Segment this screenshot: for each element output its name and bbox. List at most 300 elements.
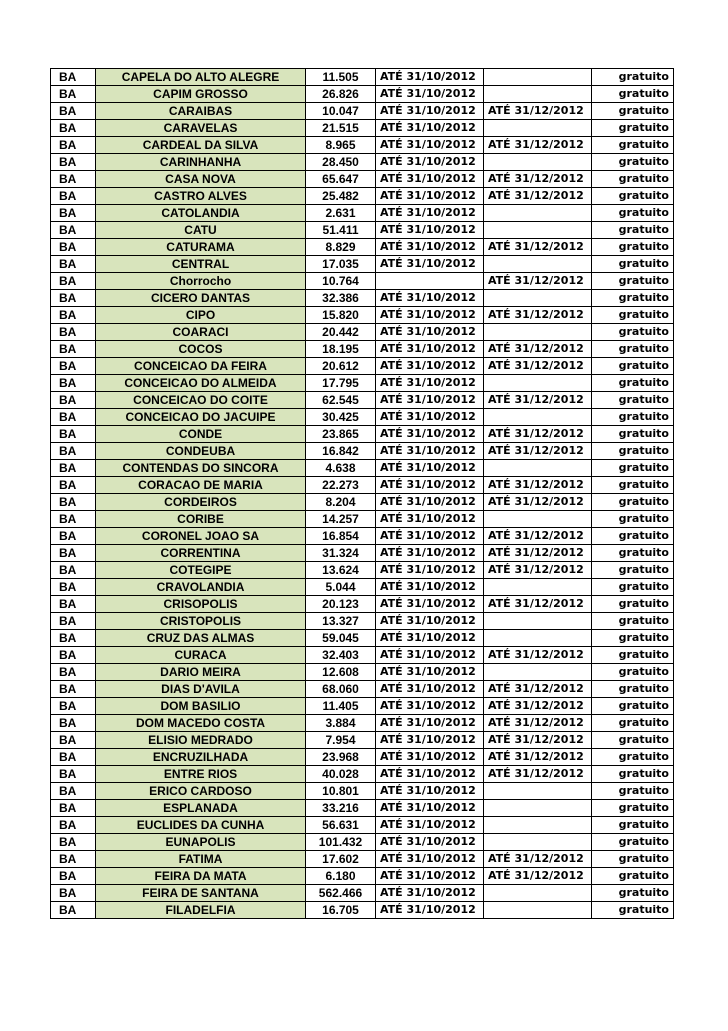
deadline-oct-cell: ATÉ 31/10/2012 xyxy=(376,239,484,256)
deadline-oct-cell: ATÉ 31/10/2012 xyxy=(376,358,484,375)
table-row xyxy=(51,579,674,596)
deadline-oct-cell: ATÉ 31/10/2012 xyxy=(376,443,484,460)
fee-cell: gratuito xyxy=(592,664,674,681)
deadline-dec-cell: ATÉ 31/12/2012 xyxy=(484,392,592,409)
fee-cell: gratuito xyxy=(592,868,674,885)
population-cell: 8.204 xyxy=(306,494,376,511)
city-cell: DARIO MEIRA xyxy=(96,664,306,681)
fee-cell: gratuito xyxy=(592,834,674,851)
table-row xyxy=(51,851,674,868)
deadline-oct-cell: ATÉ 31/10/2012 xyxy=(376,426,484,443)
fee-cell: gratuito xyxy=(592,460,674,477)
deadline-dec-cell xyxy=(484,324,592,341)
fee-cell: gratuito xyxy=(592,239,674,256)
fee-cell: gratuito xyxy=(592,188,674,205)
table-row xyxy=(51,460,674,477)
state-cell: BA xyxy=(51,137,96,154)
table-row xyxy=(51,137,674,154)
fee-cell: gratuito xyxy=(592,494,674,511)
deadline-oct-cell: ATÉ 31/10/2012 xyxy=(376,613,484,630)
population-cell: 21.515 xyxy=(306,120,376,137)
population-cell: 4.638 xyxy=(306,460,376,477)
fee-cell: gratuito xyxy=(592,732,674,749)
deadline-oct-cell: ATÉ 31/10/2012 xyxy=(376,528,484,545)
table-row xyxy=(51,630,674,647)
city-cell: FILADELFIA xyxy=(96,902,306,919)
fee-cell: gratuito xyxy=(592,698,674,715)
state-cell: BA xyxy=(51,630,96,647)
deadline-dec-cell xyxy=(484,154,592,171)
population-cell: 11.505 xyxy=(306,69,376,86)
city-cell: FATIMA xyxy=(96,851,306,868)
population-cell: 18.195 xyxy=(306,341,376,358)
fee-cell: gratuito xyxy=(592,749,674,766)
deadline-oct-cell: ATÉ 31/10/2012 xyxy=(376,188,484,205)
deadline-dec-cell xyxy=(484,256,592,273)
city-cell: CICERO DANTAS xyxy=(96,290,306,307)
state-cell: BA xyxy=(51,460,96,477)
fee-cell: gratuito xyxy=(592,783,674,800)
deadline-oct-cell: ATÉ 31/10/2012 xyxy=(376,409,484,426)
deadline-dec-cell xyxy=(484,375,592,392)
deadline-oct-cell: ATÉ 31/10/2012 xyxy=(376,324,484,341)
table-row xyxy=(51,783,674,800)
deadline-oct-cell: ATÉ 31/10/2012 xyxy=(376,120,484,137)
table-row xyxy=(51,613,674,630)
city-cell: CIPO xyxy=(96,307,306,324)
table-row xyxy=(51,715,674,732)
population-cell: 3.884 xyxy=(306,715,376,732)
population-cell: 16.705 xyxy=(306,902,376,919)
deadline-oct-cell: ATÉ 31/10/2012 xyxy=(376,681,484,698)
deadline-dec-cell xyxy=(484,902,592,919)
population-cell: 8.965 xyxy=(306,137,376,154)
fee-cell: gratuito xyxy=(592,511,674,528)
city-cell: CORONEL JOAO SA xyxy=(96,528,306,545)
table-row xyxy=(51,902,674,919)
state-cell: BA xyxy=(51,290,96,307)
city-cell: CRUZ DAS ALMAS xyxy=(96,630,306,647)
population-cell: 562.466 xyxy=(306,885,376,902)
fee-cell: gratuito xyxy=(592,154,674,171)
state-cell: BA xyxy=(51,698,96,715)
population-cell: 22.273 xyxy=(306,477,376,494)
table-row xyxy=(51,443,674,460)
fee-cell: gratuito xyxy=(592,341,674,358)
deadline-oct-cell: ATÉ 31/10/2012 xyxy=(376,392,484,409)
table-row xyxy=(51,205,674,222)
population-cell: 2.631 xyxy=(306,205,376,222)
population-cell: 17.602 xyxy=(306,851,376,868)
table-row xyxy=(51,834,674,851)
city-cell: ENTRE RIOS xyxy=(96,766,306,783)
deadline-dec-cell xyxy=(484,783,592,800)
deadline-oct-cell: ATÉ 31/10/2012 xyxy=(376,647,484,664)
population-cell: 59.045 xyxy=(306,630,376,647)
population-cell: 16.842 xyxy=(306,443,376,460)
deadline-dec-cell xyxy=(484,885,592,902)
deadline-oct-cell: ATÉ 31/10/2012 xyxy=(376,715,484,732)
deadline-dec-cell: ATÉ 31/12/2012 xyxy=(484,358,592,375)
population-cell: 16.854 xyxy=(306,528,376,545)
table-row xyxy=(51,817,674,834)
state-cell: BA xyxy=(51,494,96,511)
deadline-oct-cell: ATÉ 31/10/2012 xyxy=(376,783,484,800)
city-cell: CORIBE xyxy=(96,511,306,528)
population-cell: 10.047 xyxy=(306,103,376,120)
table-row xyxy=(51,290,674,307)
fee-cell: gratuito xyxy=(592,120,674,137)
state-cell: BA xyxy=(51,681,96,698)
deadline-dec-cell: ATÉ 31/12/2012 xyxy=(484,477,592,494)
fee-cell: gratuito xyxy=(592,375,674,392)
city-cell: CONDE xyxy=(96,426,306,443)
state-cell: BA xyxy=(51,647,96,664)
city-cell: COTEGIPE xyxy=(96,562,306,579)
city-cell: CONCEICAO DO JACUIPE xyxy=(96,409,306,426)
population-cell: 12.608 xyxy=(306,664,376,681)
city-cell: CURACA xyxy=(96,647,306,664)
fee-cell: gratuito xyxy=(592,426,674,443)
city-cell: DIAS D'AVILA xyxy=(96,681,306,698)
city-cell: EUNAPOLIS xyxy=(96,834,306,851)
city-cell: FEIRA DA MATA xyxy=(96,868,306,885)
deadline-dec-cell: ATÉ 31/12/2012 xyxy=(484,647,592,664)
city-cell: CORRENTINA xyxy=(96,545,306,562)
state-cell: BA xyxy=(51,562,96,579)
state-cell: BA xyxy=(51,86,96,103)
deadline-dec-cell: ATÉ 31/12/2012 xyxy=(484,103,592,120)
deadline-oct-cell: ATÉ 31/10/2012 xyxy=(376,477,484,494)
population-cell: 26.826 xyxy=(306,86,376,103)
state-cell: BA xyxy=(51,375,96,392)
state-cell: BA xyxy=(51,341,96,358)
state-cell: BA xyxy=(51,222,96,239)
state-cell: BA xyxy=(51,324,96,341)
fee-cell: gratuito xyxy=(592,307,674,324)
city-cell: EUCLIDES DA CUNHA xyxy=(96,817,306,834)
deadline-dec-cell: ATÉ 31/12/2012 xyxy=(484,239,592,256)
deadline-dec-cell xyxy=(484,511,592,528)
table-row xyxy=(51,426,674,443)
deadline-dec-cell xyxy=(484,613,592,630)
deadline-oct-cell: ATÉ 31/10/2012 xyxy=(376,885,484,902)
state-cell: BA xyxy=(51,171,96,188)
table-row xyxy=(51,341,674,358)
population-cell: 10.764 xyxy=(306,273,376,290)
fee-cell: gratuito xyxy=(592,817,674,834)
population-cell: 8.829 xyxy=(306,239,376,256)
city-cell: Chorrocho xyxy=(96,273,306,290)
deadline-oct-cell: ATÉ 31/10/2012 xyxy=(376,868,484,885)
table-row xyxy=(51,86,674,103)
fee-cell: gratuito xyxy=(592,681,674,698)
population-cell: 56.631 xyxy=(306,817,376,834)
fee-cell: gratuito xyxy=(592,392,674,409)
deadline-oct-cell: ATÉ 31/10/2012 xyxy=(376,103,484,120)
city-cell: CARAVELAS xyxy=(96,120,306,137)
fee-cell: gratuito xyxy=(592,800,674,817)
state-cell: BA xyxy=(51,205,96,222)
table-row xyxy=(51,511,674,528)
deadline-dec-cell xyxy=(484,86,592,103)
population-cell: 13.327 xyxy=(306,613,376,630)
city-cell: CORDEIROS xyxy=(96,494,306,511)
population-cell: 30.425 xyxy=(306,409,376,426)
city-cell: CATU xyxy=(96,222,306,239)
state-cell: BA xyxy=(51,868,96,885)
state-cell: BA xyxy=(51,307,96,324)
deadline-oct-cell: ATÉ 31/10/2012 xyxy=(376,562,484,579)
population-cell: 5.044 xyxy=(306,579,376,596)
population-cell: 7.954 xyxy=(306,732,376,749)
deadline-dec-cell xyxy=(484,579,592,596)
table-row xyxy=(51,375,674,392)
population-cell: 17.035 xyxy=(306,256,376,273)
population-cell: 68.060 xyxy=(306,681,376,698)
fee-cell: gratuito xyxy=(592,256,674,273)
table-row xyxy=(51,766,674,783)
table-row xyxy=(51,647,674,664)
deadline-dec-cell: ATÉ 31/12/2012 xyxy=(484,137,592,154)
deadline-dec-cell: ATÉ 31/12/2012 xyxy=(484,273,592,290)
table-row xyxy=(51,188,674,205)
deadline-oct-cell: ATÉ 31/10/2012 xyxy=(376,154,484,171)
population-cell: 15.820 xyxy=(306,307,376,324)
city-cell: COCOS xyxy=(96,341,306,358)
fee-cell: gratuito xyxy=(592,851,674,868)
deadline-oct-cell: ATÉ 31/10/2012 xyxy=(376,256,484,273)
deadline-dec-cell: ATÉ 31/12/2012 xyxy=(484,494,592,511)
city-cell: CAPELA DO ALTO ALEGRE xyxy=(96,69,306,86)
state-cell: BA xyxy=(51,885,96,902)
state-cell: BA xyxy=(51,256,96,273)
state-cell: BA xyxy=(51,477,96,494)
population-cell: 20.612 xyxy=(306,358,376,375)
state-cell: BA xyxy=(51,511,96,528)
deadline-oct-cell: ATÉ 31/10/2012 xyxy=(376,460,484,477)
population-cell: 6.180 xyxy=(306,868,376,885)
deadline-dec-cell: ATÉ 31/12/2012 xyxy=(484,698,592,715)
deadline-dec-cell: ATÉ 31/12/2012 xyxy=(484,443,592,460)
deadline-oct-cell: ATÉ 31/10/2012 xyxy=(376,596,484,613)
population-cell: 33.216 xyxy=(306,800,376,817)
population-cell: 31.324 xyxy=(306,545,376,562)
state-cell: BA xyxy=(51,409,96,426)
deadline-oct-cell: ATÉ 31/10/2012 xyxy=(376,545,484,562)
fee-cell: gratuito xyxy=(592,596,674,613)
deadline-dec-cell: ATÉ 31/12/2012 xyxy=(484,188,592,205)
state-cell: BA xyxy=(51,443,96,460)
fee-cell: gratuito xyxy=(592,137,674,154)
deadline-oct-cell: ATÉ 31/10/2012 xyxy=(376,698,484,715)
deadline-dec-cell: ATÉ 31/12/2012 xyxy=(484,681,592,698)
state-cell: BA xyxy=(51,392,96,409)
state-cell: BA xyxy=(51,545,96,562)
deadline-oct-cell: ATÉ 31/10/2012 xyxy=(376,222,484,239)
deadline-dec-cell: ATÉ 31/12/2012 xyxy=(484,596,592,613)
state-cell: BA xyxy=(51,579,96,596)
city-cell: CASA NOVA xyxy=(96,171,306,188)
population-cell: 20.442 xyxy=(306,324,376,341)
population-cell: 51.411 xyxy=(306,222,376,239)
state-cell: BA xyxy=(51,766,96,783)
fee-cell: gratuito xyxy=(592,171,674,188)
fee-cell: gratuito xyxy=(592,69,674,86)
deadline-dec-cell xyxy=(484,630,592,647)
fee-cell: gratuito xyxy=(592,273,674,290)
deadline-dec-cell: ATÉ 31/12/2012 xyxy=(484,341,592,358)
deadline-oct-cell: ATÉ 31/10/2012 xyxy=(376,834,484,851)
city-cell: DOM MACEDO COSTA xyxy=(96,715,306,732)
deadline-dec-cell: ATÉ 31/12/2012 xyxy=(484,171,592,188)
table-row xyxy=(51,392,674,409)
population-cell: 20.123 xyxy=(306,596,376,613)
fee-cell: gratuito xyxy=(592,290,674,307)
city-cell: CRISTOPOLIS xyxy=(96,613,306,630)
population-cell: 40.028 xyxy=(306,766,376,783)
city-cell: DOM BASILIO xyxy=(96,698,306,715)
fee-cell: gratuito xyxy=(592,222,674,239)
table-row xyxy=(51,596,674,613)
deadline-dec-cell: ATÉ 31/12/2012 xyxy=(484,426,592,443)
fee-cell: gratuito xyxy=(592,528,674,545)
fee-cell: gratuito xyxy=(592,103,674,120)
population-cell: 23.968 xyxy=(306,749,376,766)
city-cell: CARAIBAS xyxy=(96,103,306,120)
population-cell: 11.405 xyxy=(306,698,376,715)
state-cell: BA xyxy=(51,358,96,375)
city-cell: ESPLANADA xyxy=(96,800,306,817)
table-row xyxy=(51,171,674,188)
table-body xyxy=(51,69,674,919)
deadline-oct-cell: ATÉ 31/10/2012 xyxy=(376,494,484,511)
deadline-oct-cell: ATÉ 31/10/2012 xyxy=(376,732,484,749)
fee-cell: gratuito xyxy=(592,205,674,222)
fee-cell: gratuito xyxy=(592,885,674,902)
deadline-dec-cell: ATÉ 31/12/2012 xyxy=(484,715,592,732)
fee-cell: gratuito xyxy=(592,86,674,103)
table-row xyxy=(51,698,674,715)
deadline-dec-cell xyxy=(484,460,592,477)
deadline-oct-cell: ATÉ 31/10/2012 xyxy=(376,749,484,766)
deadline-dec-cell: ATÉ 31/12/2012 xyxy=(484,307,592,324)
deadline-dec-cell: ATÉ 31/12/2012 xyxy=(484,766,592,783)
deadline-dec-cell: ATÉ 31/12/2012 xyxy=(484,545,592,562)
deadline-oct-cell: ATÉ 31/10/2012 xyxy=(376,375,484,392)
deadline-oct-cell: ATÉ 31/10/2012 xyxy=(376,171,484,188)
table-row xyxy=(51,103,674,120)
deadline-oct-cell: ATÉ 31/10/2012 xyxy=(376,511,484,528)
table-row xyxy=(51,477,674,494)
city-cell: FEIRA DE SANTANA xyxy=(96,885,306,902)
population-cell: 101.432 xyxy=(306,834,376,851)
deadline-dec-cell xyxy=(484,205,592,222)
state-cell: BA xyxy=(51,613,96,630)
deadline-dec-cell xyxy=(484,800,592,817)
deadline-oct-cell: ATÉ 31/10/2012 xyxy=(376,341,484,358)
city-cell: CATURAMA xyxy=(96,239,306,256)
fee-cell: gratuito xyxy=(592,613,674,630)
deadline-dec-cell xyxy=(484,409,592,426)
deadline-dec-cell xyxy=(484,817,592,834)
city-cell: CONCEICAO DO COITE xyxy=(96,392,306,409)
state-cell: BA xyxy=(51,783,96,800)
population-cell: 28.450 xyxy=(306,154,376,171)
deadline-oct-cell: ATÉ 31/10/2012 xyxy=(376,307,484,324)
fee-cell: gratuito xyxy=(592,579,674,596)
fee-cell: gratuito xyxy=(592,324,674,341)
city-cell: CONCEICAO DA FEIRA xyxy=(96,358,306,375)
population-cell: 14.257 xyxy=(306,511,376,528)
city-cell: CAPIM GROSSO xyxy=(96,86,306,103)
table-row xyxy=(51,545,674,562)
state-cell: BA xyxy=(51,103,96,120)
deadline-oct-cell: ATÉ 31/10/2012 xyxy=(376,630,484,647)
city-cell: CONTENDAS DO SINCORA xyxy=(96,460,306,477)
deadline-oct-cell: ATÉ 31/10/2012 xyxy=(376,137,484,154)
deadline-dec-cell: ATÉ 31/12/2012 xyxy=(484,851,592,868)
table-row xyxy=(51,528,674,545)
population-cell: 65.647 xyxy=(306,171,376,188)
fee-cell: gratuito xyxy=(592,902,674,919)
table-row xyxy=(51,885,674,902)
table-row xyxy=(51,681,674,698)
table-row xyxy=(51,409,674,426)
table-row xyxy=(51,222,674,239)
deadline-dec-cell xyxy=(484,69,592,86)
deadline-oct-cell: ATÉ 31/10/2012 xyxy=(376,664,484,681)
deadline-oct-cell xyxy=(376,273,484,290)
state-cell: BA xyxy=(51,715,96,732)
deadline-oct-cell: ATÉ 31/10/2012 xyxy=(376,69,484,86)
fee-cell: gratuito xyxy=(592,630,674,647)
deadline-oct-cell: ATÉ 31/10/2012 xyxy=(376,205,484,222)
deadline-dec-cell xyxy=(484,120,592,137)
state-cell: BA xyxy=(51,800,96,817)
city-cell: CRAVOLANDIA xyxy=(96,579,306,596)
deadline-oct-cell: ATÉ 31/10/2012 xyxy=(376,579,484,596)
city-cell: CARINHANHA xyxy=(96,154,306,171)
state-cell: BA xyxy=(51,851,96,868)
city-cell: CORACAO DE MARIA xyxy=(96,477,306,494)
city-cell: CENTRAL xyxy=(96,256,306,273)
table-row xyxy=(51,749,674,766)
table-row xyxy=(51,664,674,681)
deadline-dec-cell: ATÉ 31/12/2012 xyxy=(484,868,592,885)
deadline-oct-cell: ATÉ 31/10/2012 xyxy=(376,902,484,919)
city-cell: CONCEICAO DO ALMEIDA xyxy=(96,375,306,392)
state-cell: BA xyxy=(51,426,96,443)
population-cell: 10.801 xyxy=(306,783,376,800)
table-row xyxy=(51,120,674,137)
table-row xyxy=(51,358,674,375)
population-cell: 32.386 xyxy=(306,290,376,307)
state-cell: BA xyxy=(51,664,96,681)
fee-cell: gratuito xyxy=(592,409,674,426)
city-cell: CATOLANDIA xyxy=(96,205,306,222)
state-cell: BA xyxy=(51,817,96,834)
deadline-oct-cell: ATÉ 31/10/2012 xyxy=(376,86,484,103)
table-row xyxy=(51,273,674,290)
population-cell: 62.545 xyxy=(306,392,376,409)
state-cell: BA xyxy=(51,834,96,851)
table-row xyxy=(51,154,674,171)
population-cell: 25.482 xyxy=(306,188,376,205)
table-row xyxy=(51,494,674,511)
deadline-dec-cell: ATÉ 31/12/2012 xyxy=(484,749,592,766)
table-row xyxy=(51,868,674,885)
